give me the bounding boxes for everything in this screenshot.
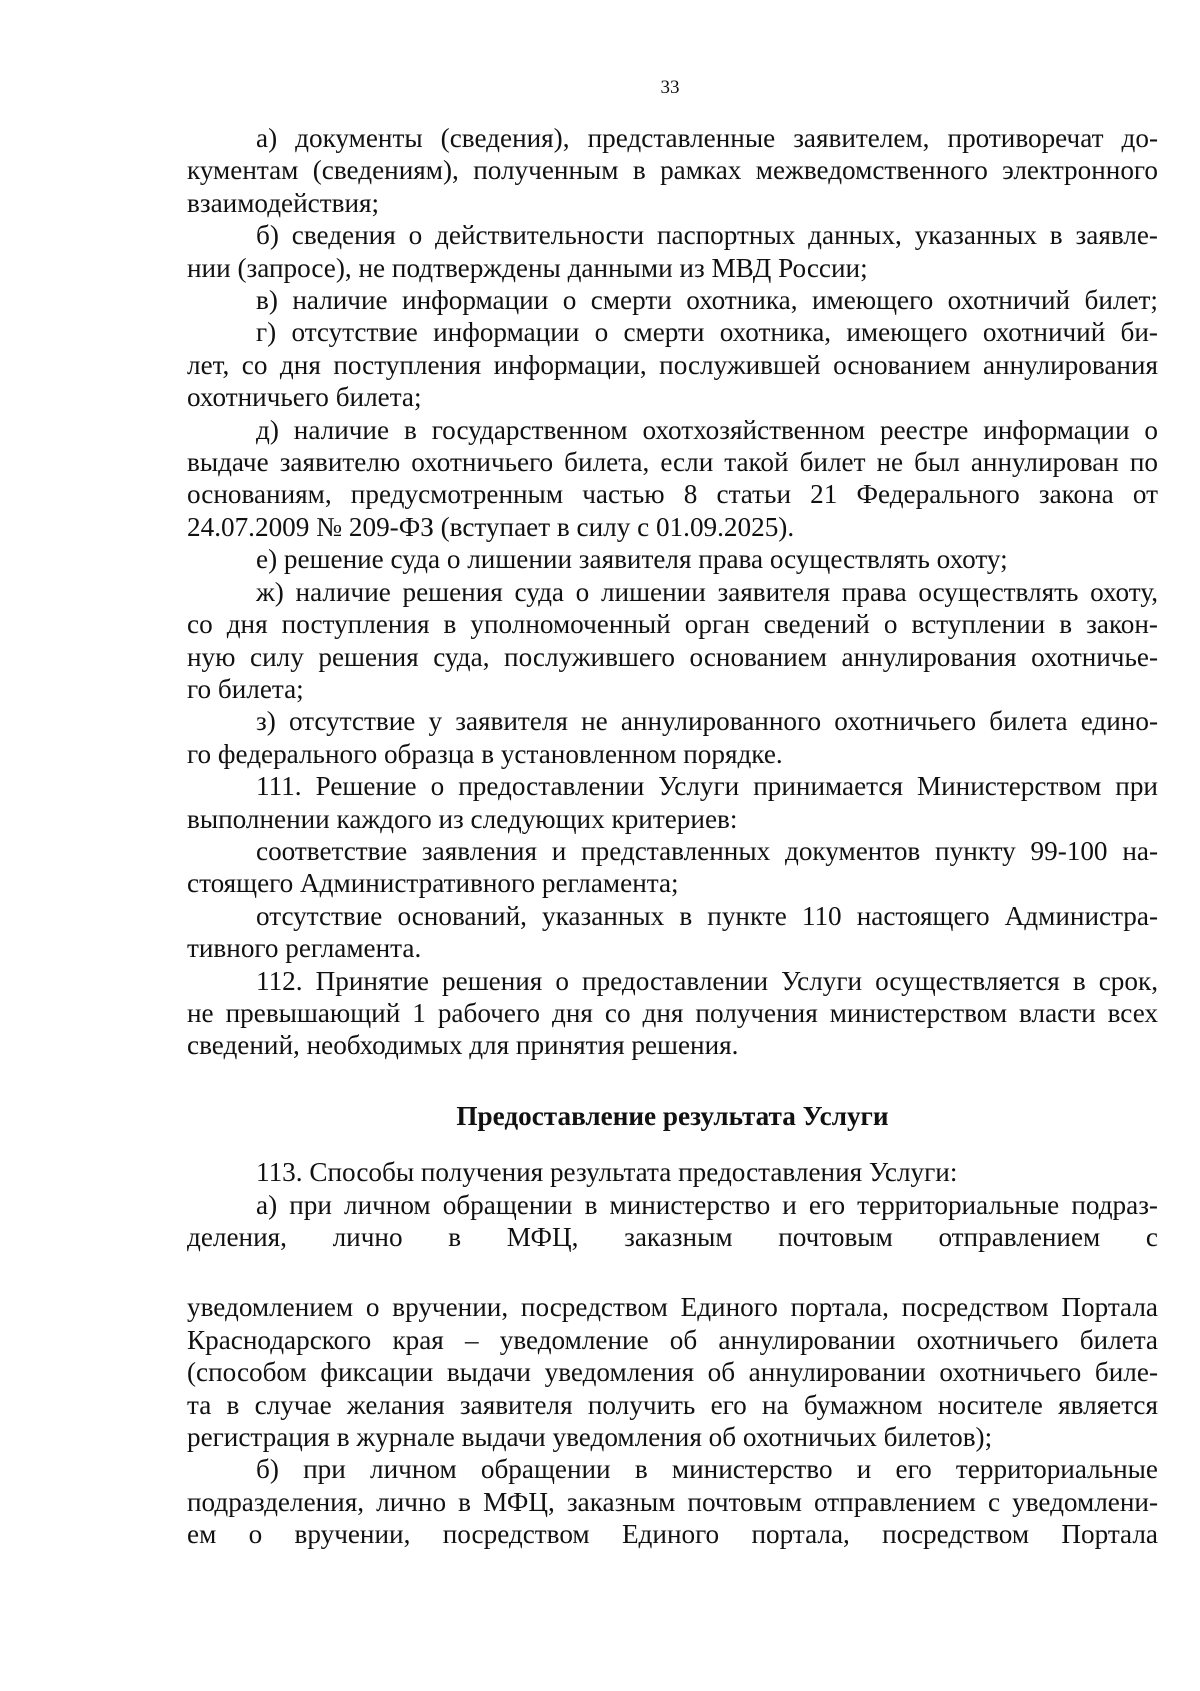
text-line: го федерального образца в установленном порядке. (187, 738, 783, 769)
paragraphs-after-heading (187, 1156, 1158, 1253)
text-line: б) при личном обращении в министерство и его территориальные (256, 1454, 1158, 1485)
text-line: ж) наличие решения суда о лишении заявителя права осуществлять охоту, (256, 576, 1158, 607)
text-line: г) отсутствие информации о смерти охотника, имеющего охотничий би- (256, 317, 1158, 348)
page-number: 33 (660, 77, 680, 98)
text-line: кументам (сведениям), полученным в рамках межведомственного электронного (187, 155, 1158, 186)
text-line: охотничьего билета; (187, 382, 422, 413)
paragraphs-before-heading (187, 122, 1158, 1062)
text-line: сведений, необходимых для принятия решения. (187, 1030, 739, 1061)
text-line: в) наличие информации о смерти охотника, имеющего охотничий билет; (256, 285, 1158, 316)
text-line: выполнении каждого из следующих критериев: (187, 803, 738, 834)
text-line: 111. Решение о предоставлении Услуги принимается Министерством при (256, 771, 1158, 802)
text-line: е) решение суда о лишении заявителя права осуществлять охоту; (256, 544, 1008, 575)
text-line: основаниям, предусмотренным частью 8 статьи 21 Федерального закона от (187, 479, 1158, 510)
text-line: деления, лично в МФЦ, заказным почтовым отправлением с (187, 1222, 1158, 1252)
text-line: 112. Принятие решения о предоставлении Услуги осуществляется в срок, (256, 965, 1158, 996)
text-line: со дня поступления в уполномоченный орган сведений о вступлении в закон- (187, 609, 1158, 640)
text-line: уведомлением о вручении, посредством Единого портала, посредством Портала (187, 1292, 1158, 1323)
text-line: б) сведения о действительности паспортных данных, указанных в заявле- (256, 220, 1158, 251)
text-line: взаимодействия; (187, 187, 380, 218)
text-line: а) при личном обращении в министерство и его территориальные подраз- (256, 1189, 1158, 1220)
text-line: тивного регламента. (187, 933, 422, 964)
text-line: лет, со дня поступления информации, послужившей основанием аннулирования (187, 349, 1158, 380)
text-line: стоящего Административного регламента; (187, 868, 679, 899)
text-line: отсутствие оснований, указанных в пункте 110 настоящего Администра- (256, 900, 1158, 931)
text-line: го билета; (187, 673, 304, 704)
document-body (187, 122, 1158, 1551)
text-line: д) наличие в государственном охотхозяйственном реестре информации о (256, 414, 1158, 445)
section-heading: Предоставление результата Услуги (456, 1100, 889, 1131)
text-line: регистрация в журнале выдачи уведомления об охотничьих билетов); (187, 1422, 993, 1453)
text-line: (способом фиксации выдачи уведомления об аннулировании охотничьего биле- (187, 1357, 1158, 1388)
text-line: не превышающий 1 рабочего дня со дня получения министерством власти всех (187, 997, 1158, 1028)
text-line: а) документы (сведения), представленные заявителем, противоречат до- (256, 123, 1158, 153)
text-line: з) отсутствие у заявителя не аннулированного охотничьего билета едино- (256, 706, 1158, 737)
paragraph-gap (187, 1253, 1158, 1291)
text-line: та в случае желания заявителя получить его на бумажном носителе является (187, 1389, 1158, 1420)
text-line: Краснодарского края – уведомление об аннулировании охотничьего билета (187, 1324, 1158, 1355)
text-line: ем о вручении, посредством Единого портала, посредством Портала (187, 1519, 1158, 1550)
text-line: 113. Способы получения результата предоставления Услуги: (256, 1157, 958, 1188)
text-line: 24.07.2009 № 209-ФЗ (вступает в силу с 01.09.2025). (187, 511, 795, 542)
text-line: нии (запросе), не подтверждены данными из МВД России; (187, 252, 868, 283)
text-line: подразделения, лично в МФЦ, заказным почтовым отправлением с уведомлени- (187, 1486, 1158, 1517)
text-line: выдаче заявителю охотничьего билета, если такой билет не был аннулирован по (187, 447, 1158, 478)
text-line: соответствие заявления и представленных документов пункту 99-100 на- (256, 835, 1158, 866)
text-line: ную силу решения суда, послужившего основанием аннулирования охотничье- (187, 641, 1158, 672)
paragraphs-continued (187, 1291, 1158, 1550)
